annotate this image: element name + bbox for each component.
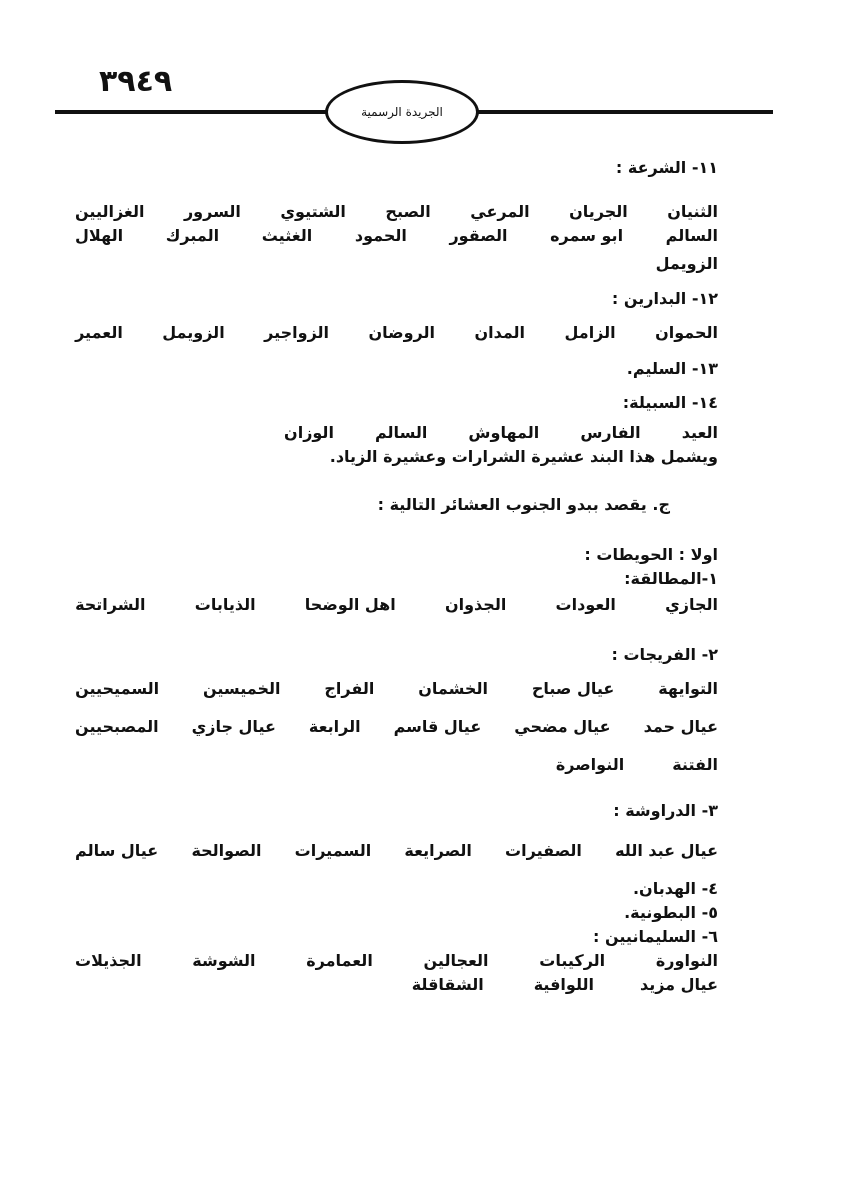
section-title: ٢- الفريجات : [611, 645, 718, 664]
clan-name: الزويمل [162, 323, 225, 342]
clan-name: الغزاليين [75, 202, 145, 221]
clan-name: العيد [681, 423, 718, 442]
clan-name: اهل الوضحا [304, 595, 396, 614]
clan-name: الخميسين [202, 679, 281, 698]
clan-row [75, 252, 718, 276]
clan-name: الوزان [284, 423, 334, 442]
section-title: ١٣- السليم. [626, 359, 718, 378]
document-body [75, 152, 718, 997]
clan-name: الجازي [665, 595, 718, 614]
clan-name: الفارس [580, 423, 641, 442]
clan-row [284, 421, 718, 445]
clan-name: عيال صباح [531, 679, 615, 698]
clan-name: المصبحيين [75, 717, 159, 736]
clan-name: المهاوش [468, 423, 540, 442]
clan-name: الرابعة [308, 717, 361, 736]
section-note: ويشمل هذا البند عشيرة الشرارات وعشيرة الزياد. [329, 447, 718, 466]
clan-name: الفتنة [672, 755, 718, 774]
clan-row [75, 839, 718, 863]
section-title: ١٢- البدارين : [611, 289, 718, 308]
clan-name: الشقاقلة [411, 975, 484, 994]
clan-name: السالم [375, 423, 428, 442]
clan-name: السالم [665, 226, 718, 245]
clan-row [75, 715, 718, 739]
section-title: ج. يقصد ببدو الجنوب العشائر التالية : [377, 495, 670, 514]
clan-name: الجذيلات [75, 951, 142, 970]
clan-name: عيال قاسم [393, 717, 482, 736]
clan-name: المرعي [470, 202, 530, 221]
section-title: ٤- الهدبان. [632, 879, 718, 898]
clan-row [75, 949, 718, 973]
clan-name: عيال مزيد [639, 975, 718, 994]
clan-name: الغثيث [261, 226, 313, 245]
clan-row [75, 677, 718, 701]
section-title: ١١- الشرعة : [615, 158, 718, 177]
page-number: ٣٩٤٩ [99, 64, 173, 99]
section-title: ٥- البطونية. [624, 903, 718, 922]
clan-name: عيال سالم [75, 841, 159, 860]
clan-name: الزويمل [655, 254, 718, 273]
clan-name: العمير [75, 323, 123, 342]
clan-name: عيال مضحي [514, 717, 611, 736]
clan-name: الركيبات [539, 951, 606, 970]
clan-name: الصقور [449, 226, 508, 245]
clan-row [75, 200, 718, 224]
clan-name: الشراتحة [75, 595, 146, 614]
clan-name: الخشمان [418, 679, 488, 698]
clan-name: المدان [474, 323, 526, 342]
clan-name: الروضان [368, 323, 435, 342]
clan-name: الزامل [564, 323, 616, 342]
clan-name: المبرك [165, 226, 220, 245]
clan-name: الصبح [385, 202, 431, 221]
clan-name: النواصرة [555, 755, 625, 774]
clan-row [75, 224, 718, 248]
clan-name: العمامرة [306, 951, 373, 970]
clan-name: عيال عبد الله [615, 841, 718, 860]
header-title: الجريدة الرسمية [361, 105, 443, 119]
clan-name: العودات [555, 595, 616, 614]
clan-name: اللوافية [533, 975, 594, 994]
section-title: ٣- الدراوشة : [613, 801, 718, 820]
clan-name: الهلال [75, 226, 124, 245]
clan-row [75, 321, 718, 345]
header-ellipse [325, 80, 479, 144]
clan-name: الجذوان [444, 595, 507, 614]
clan-row [75, 593, 718, 617]
clan-name: الذيابات [194, 595, 256, 614]
clan-name: الصرايعة [404, 841, 472, 860]
clan-name: الشتيوي [280, 202, 346, 221]
clan-name: السميرات [294, 841, 372, 860]
section-title: ١٤- السبيلة: [622, 393, 718, 412]
clan-name: الثنيان [667, 202, 718, 221]
clan-name: ابو سمره [550, 226, 624, 245]
clan-name: التوايهة [658, 679, 718, 698]
clan-name: الصوالحة [191, 841, 262, 860]
clan-name: النواورة [655, 951, 718, 970]
section-title: اولا : الحويطات : [584, 545, 718, 564]
clan-name: عيال حمد [643, 717, 718, 736]
clan-name: الصفيرات [505, 841, 582, 860]
clan-name: الحموان [655, 323, 718, 342]
clan-name: عيال جازي [191, 717, 276, 736]
clan-name: العجالين [423, 951, 489, 970]
clan-name: الزواجير [264, 323, 330, 342]
clan-row [75, 973, 718, 997]
section-title: ٦- السليمانيين : [593, 927, 718, 946]
section-title: ١-المطالقة: [624, 569, 718, 588]
clan-name: السميحيين [75, 679, 160, 698]
clan-name: الجريان [569, 202, 628, 221]
clan-name: الحمود [354, 226, 407, 245]
clan-row [75, 753, 718, 777]
clan-name: السرور [183, 202, 241, 221]
clan-name: الفراج [324, 679, 375, 698]
clan-name: الشوشة [192, 951, 256, 970]
